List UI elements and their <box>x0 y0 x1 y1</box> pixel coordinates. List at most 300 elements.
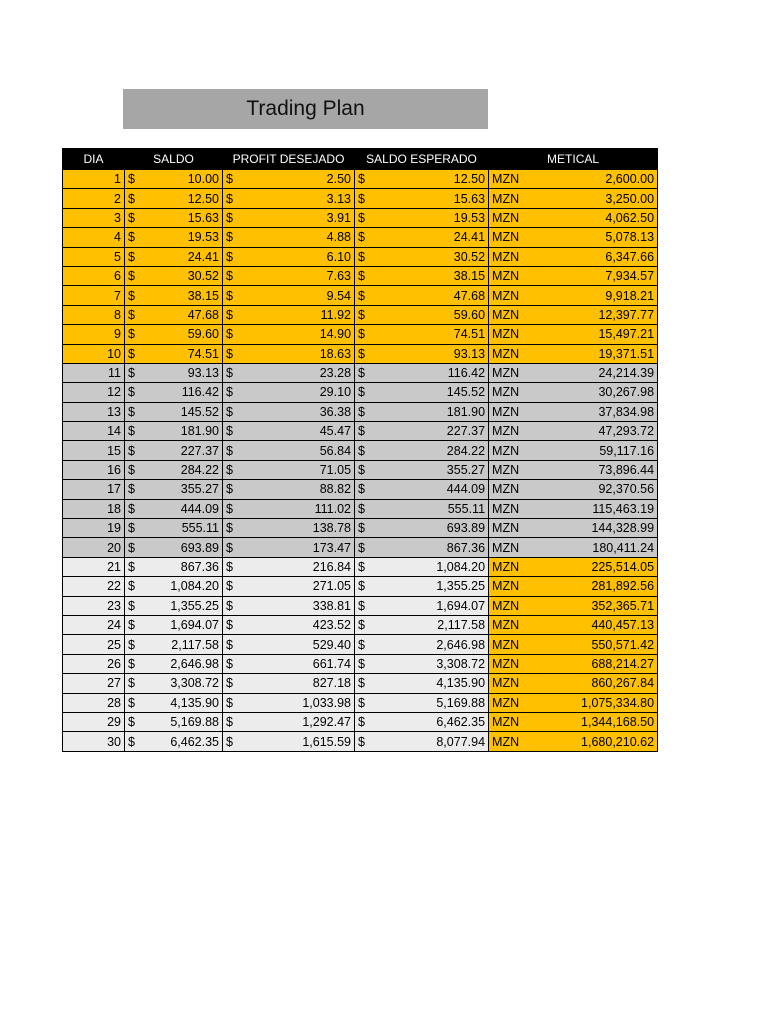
cell-profit-currency: $ <box>223 247 241 266</box>
table-row <box>63 732 658 751</box>
table-row <box>63 674 658 693</box>
header-saldo-esperado: SALDO ESPERADO <box>355 149 489 170</box>
cell-dia: 28 <box>63 693 125 712</box>
cell-metical-code: MZN <box>489 286 521 305</box>
cell-saldo-esperado: 24.41 <box>373 228 489 247</box>
cell-dia: 27 <box>63 674 125 693</box>
cell-saldo-esperado: 5,169.88 <box>373 693 489 712</box>
cell-metical-code: MZN <box>489 577 521 596</box>
cell-esperado-currency: $ <box>355 383 373 402</box>
cell-metical-code: MZN <box>489 519 521 538</box>
cell-profit: 216.84 <box>241 557 355 576</box>
cell-metical: 24,214.39 <box>521 363 658 382</box>
cell-metical: 115,463.19 <box>521 499 658 518</box>
cell-saldo-esperado: 4,135.90 <box>373 674 489 693</box>
cell-dia: 2 <box>63 189 125 208</box>
cell-saldo-currency: $ <box>125 383 143 402</box>
cell-saldo: 4,135.90 <box>143 693 223 712</box>
cell-profit-currency: $ <box>223 577 241 596</box>
cell-saldo: 355.27 <box>143 480 223 499</box>
cell-dia: 16 <box>63 460 125 479</box>
cell-profit-currency: $ <box>223 674 241 693</box>
cell-saldo-esperado: 12.50 <box>373 170 489 189</box>
cell-saldo-esperado: 47.68 <box>373 286 489 305</box>
cell-saldo-currency: $ <box>125 402 143 421</box>
cell-saldo-currency: $ <box>125 247 143 266</box>
cell-saldo: 2,117.58 <box>143 635 223 654</box>
cell-metical-code: MZN <box>489 325 521 344</box>
cell-metical: 440,457.13 <box>521 615 658 634</box>
cell-dia: 29 <box>63 712 125 731</box>
cell-dia: 20 <box>63 538 125 557</box>
cell-saldo-currency: $ <box>125 499 143 518</box>
cell-profit-currency: $ <box>223 615 241 634</box>
cell-metical: 2,600.00 <box>521 170 658 189</box>
cell-profit: 45.47 <box>241 422 355 441</box>
cell-profit-currency: $ <box>223 732 241 751</box>
cell-saldo-currency: $ <box>125 654 143 673</box>
header-metical: METICAL <box>489 149 658 170</box>
table-row <box>63 363 658 382</box>
cell-saldo-currency: $ <box>125 596 143 615</box>
cell-saldo-esperado: 116.42 <box>373 363 489 382</box>
cell-saldo-currency: $ <box>125 557 143 576</box>
cell-saldo-esperado: 355.27 <box>373 460 489 479</box>
sheet-title <box>123 89 488 129</box>
cell-esperado-currency: $ <box>355 596 373 615</box>
table-row <box>63 402 658 421</box>
table-row <box>63 596 658 615</box>
cell-dia: 3 <box>63 208 125 227</box>
cell-profit-currency: $ <box>223 363 241 382</box>
cell-dia: 15 <box>63 441 125 460</box>
cell-metical: 19,371.51 <box>521 344 658 363</box>
cell-metical: 180,411.24 <box>521 538 658 557</box>
table-row <box>63 460 658 479</box>
cell-metical-code: MZN <box>489 654 521 673</box>
cell-dia: 23 <box>63 596 125 615</box>
cell-saldo-currency: $ <box>125 635 143 654</box>
cell-saldo: 3,308.72 <box>143 674 223 693</box>
cell-saldo-currency: $ <box>125 577 143 596</box>
cell-metical-code: MZN <box>489 344 521 363</box>
table-row <box>63 208 658 227</box>
cell-profit: 71.05 <box>241 460 355 479</box>
cell-profit-currency: $ <box>223 712 241 731</box>
cell-saldo-esperado: 30.52 <box>373 247 489 266</box>
cell-metical: 7,934.57 <box>521 266 658 285</box>
table-row <box>63 480 658 499</box>
table-row <box>63 557 658 576</box>
cell-metical: 860,267.84 <box>521 674 658 693</box>
cell-profit-currency: $ <box>223 266 241 285</box>
cell-metical-code: MZN <box>489 557 521 576</box>
cell-saldo: 444.09 <box>143 499 223 518</box>
table-row <box>63 247 658 266</box>
table-row <box>63 266 658 285</box>
cell-saldo-currency: $ <box>125 363 143 382</box>
cell-saldo-esperado: 145.52 <box>373 383 489 402</box>
cell-metical: 3,250.00 <box>521 189 658 208</box>
cell-saldo-currency: $ <box>125 712 143 731</box>
table-row <box>63 228 658 247</box>
cell-profit-currency: $ <box>223 596 241 615</box>
cell-saldo-currency: $ <box>125 208 143 227</box>
cell-profit: 3.13 <box>241 189 355 208</box>
cell-profit-currency: $ <box>223 480 241 499</box>
cell-saldo: 227.37 <box>143 441 223 460</box>
cell-dia: 11 <box>63 363 125 382</box>
cell-saldo-currency: $ <box>125 441 143 460</box>
table-body <box>63 170 658 752</box>
cell-esperado-currency: $ <box>355 208 373 227</box>
table-header-row <box>63 149 658 170</box>
cell-profit-currency: $ <box>223 557 241 576</box>
cell-profit: 271.05 <box>241 577 355 596</box>
cell-profit-currency: $ <box>223 189 241 208</box>
cell-metical-code: MZN <box>489 460 521 479</box>
table-row <box>63 344 658 363</box>
cell-profit: 56.84 <box>241 441 355 460</box>
cell-profit: 1,033.98 <box>241 693 355 712</box>
cell-profit: 18.63 <box>241 344 355 363</box>
cell-profit-currency: $ <box>223 208 241 227</box>
cell-metical: 4,062.50 <box>521 208 658 227</box>
cell-saldo: 30.52 <box>143 266 223 285</box>
cell-dia: 14 <box>63 422 125 441</box>
table-row <box>63 712 658 731</box>
cell-metical: 37,834.98 <box>521 402 658 421</box>
cell-saldo-currency: $ <box>125 519 143 538</box>
cell-metical-code: MZN <box>489 615 521 634</box>
table-row <box>63 654 658 673</box>
cell-dia: 13 <box>63 402 125 421</box>
cell-saldo-currency: $ <box>125 189 143 208</box>
cell-profit-currency: $ <box>223 635 241 654</box>
table-row <box>63 189 658 208</box>
cell-saldo-currency: $ <box>125 266 143 285</box>
cell-esperado-currency: $ <box>355 402 373 421</box>
cell-metical: 1,344,168.50 <box>521 712 658 731</box>
cell-saldo-esperado: 3,308.72 <box>373 654 489 673</box>
cell-saldo-esperado: 555.11 <box>373 499 489 518</box>
cell-esperado-currency: $ <box>355 538 373 557</box>
cell-profit: 9.54 <box>241 286 355 305</box>
cell-esperado-currency: $ <box>355 305 373 324</box>
cell-saldo: 15.63 <box>143 208 223 227</box>
cell-profit: 23.28 <box>241 363 355 382</box>
cell-saldo-currency: $ <box>125 344 143 363</box>
cell-profit-currency: $ <box>223 441 241 460</box>
cell-saldo-currency: $ <box>125 286 143 305</box>
cell-metical-code: MZN <box>489 208 521 227</box>
cell-profit: 827.18 <box>241 674 355 693</box>
cell-metical: 550,571.42 <box>521 635 658 654</box>
cell-saldo: 693.89 <box>143 538 223 557</box>
cell-profit-currency: $ <box>223 383 241 402</box>
table-row <box>63 170 658 189</box>
cell-saldo-currency: $ <box>125 170 143 189</box>
cell-profit: 661.74 <box>241 654 355 673</box>
cell-metical-code: MZN <box>489 674 521 693</box>
cell-dia: 8 <box>63 305 125 324</box>
cell-metical-code: MZN <box>489 170 521 189</box>
table-row <box>63 286 658 305</box>
cell-esperado-currency: $ <box>355 189 373 208</box>
cell-profit-currency: $ <box>223 499 241 518</box>
cell-saldo: 1,084.20 <box>143 577 223 596</box>
cell-saldo: 555.11 <box>143 519 223 538</box>
cell-profit-currency: $ <box>223 228 241 247</box>
cell-saldo-currency: $ <box>125 480 143 499</box>
cell-profit: 111.02 <box>241 499 355 518</box>
cell-esperado-currency: $ <box>355 480 373 499</box>
cell-esperado-currency: $ <box>355 693 373 712</box>
cell-profit: 11.92 <box>241 305 355 324</box>
cell-esperado-currency: $ <box>355 344 373 363</box>
cell-metical-code: MZN <box>489 247 521 266</box>
table-row <box>63 422 658 441</box>
header-saldo: SALDO <box>125 149 223 170</box>
cell-profit-currency: $ <box>223 325 241 344</box>
cell-saldo-esperado: 444.09 <box>373 480 489 499</box>
cell-metical: 59,117.16 <box>521 441 658 460</box>
table-row <box>63 693 658 712</box>
cell-saldo-esperado: 693.89 <box>373 519 489 538</box>
cell-esperado-currency: $ <box>355 460 373 479</box>
cell-dia: 18 <box>63 499 125 518</box>
cell-profit-currency: $ <box>223 693 241 712</box>
cell-saldo: 24.41 <box>143 247 223 266</box>
cell-profit: 2.50 <box>241 170 355 189</box>
cell-profit: 338.81 <box>241 596 355 615</box>
cell-saldo-esperado: 93.13 <box>373 344 489 363</box>
cell-saldo: 38.15 <box>143 286 223 305</box>
cell-metical: 73,896.44 <box>521 460 658 479</box>
table-row <box>63 519 658 538</box>
cell-metical-code: MZN <box>489 402 521 421</box>
trading-plan-table <box>62 148 658 752</box>
cell-profit: 36.38 <box>241 402 355 421</box>
cell-saldo-esperado: 74.51 <box>373 325 489 344</box>
cell-metical-code: MZN <box>489 189 521 208</box>
cell-esperado-currency: $ <box>355 170 373 189</box>
cell-profit: 14.90 <box>241 325 355 344</box>
cell-profit: 7.63 <box>241 266 355 285</box>
cell-metical-code: MZN <box>489 441 521 460</box>
cell-profit: 88.82 <box>241 480 355 499</box>
cell-esperado-currency: $ <box>355 712 373 731</box>
cell-esperado-currency: $ <box>355 325 373 344</box>
cell-profit-currency: $ <box>223 519 241 538</box>
cell-saldo-esperado: 284.22 <box>373 441 489 460</box>
cell-metical: 12,397.77 <box>521 305 658 324</box>
cell-saldo: 5,169.88 <box>143 712 223 731</box>
cell-metical: 92,370.56 <box>521 480 658 499</box>
cell-dia: 25 <box>63 635 125 654</box>
header-profit: PROFIT DESEJADO <box>223 149 355 170</box>
cell-saldo-esperado: 867.36 <box>373 538 489 557</box>
cell-profit-currency: $ <box>223 422 241 441</box>
cell-metical: 30,267.98 <box>521 383 658 402</box>
cell-saldo-currency: $ <box>125 674 143 693</box>
cell-profit-currency: $ <box>223 305 241 324</box>
cell-dia: 30 <box>63 732 125 751</box>
cell-saldo-currency: $ <box>125 615 143 634</box>
cell-saldo-esperado: 15.63 <box>373 189 489 208</box>
cell-esperado-currency: $ <box>355 441 373 460</box>
cell-dia: 7 <box>63 286 125 305</box>
cell-dia: 5 <box>63 247 125 266</box>
cell-profit: 173.47 <box>241 538 355 557</box>
table-row <box>63 577 658 596</box>
cell-metical-code: MZN <box>489 499 521 518</box>
cell-profit: 4.88 <box>241 228 355 247</box>
cell-saldo-currency: $ <box>125 460 143 479</box>
cell-saldo-esperado: 8,077.94 <box>373 732 489 751</box>
cell-saldo: 1,694.07 <box>143 615 223 634</box>
cell-saldo: 1,355.25 <box>143 596 223 615</box>
cell-esperado-currency: $ <box>355 228 373 247</box>
cell-dia: 10 <box>63 344 125 363</box>
cell-profit: 138.78 <box>241 519 355 538</box>
cell-metical-code: MZN <box>489 635 521 654</box>
cell-saldo: 19.53 <box>143 228 223 247</box>
cell-dia: 21 <box>63 557 125 576</box>
cell-saldo: 284.22 <box>143 460 223 479</box>
cell-esperado-currency: $ <box>355 422 373 441</box>
cell-esperado-currency: $ <box>355 635 373 654</box>
cell-metical: 225,514.05 <box>521 557 658 576</box>
cell-metical: 1,680,210.62 <box>521 732 658 751</box>
cell-saldo-esperado: 227.37 <box>373 422 489 441</box>
cell-metical-code: MZN <box>489 305 521 324</box>
cell-dia: 17 <box>63 480 125 499</box>
cell-metical-code: MZN <box>489 383 521 402</box>
cell-profit: 423.52 <box>241 615 355 634</box>
cell-saldo: 12.50 <box>143 189 223 208</box>
cell-esperado-currency: $ <box>355 363 373 382</box>
cell-metical-code: MZN <box>489 596 521 615</box>
cell-profit: 6.10 <box>241 247 355 266</box>
cell-saldo: 93.13 <box>143 363 223 382</box>
cell-saldo-esperado: 2,646.98 <box>373 635 489 654</box>
cell-esperado-currency: $ <box>355 732 373 751</box>
cell-saldo-esperado: 1,694.07 <box>373 596 489 615</box>
table-row <box>63 635 658 654</box>
cell-metical: 281,892.56 <box>521 577 658 596</box>
cell-saldo: 867.36 <box>143 557 223 576</box>
table-row <box>63 499 658 518</box>
cell-metical: 144,328.99 <box>521 519 658 538</box>
cell-metical: 688,214.27 <box>521 654 658 673</box>
cell-saldo: 74.51 <box>143 344 223 363</box>
cell-profit-currency: $ <box>223 460 241 479</box>
cell-saldo: 10.00 <box>143 170 223 189</box>
cell-saldo: 181.90 <box>143 422 223 441</box>
cell-metical: 352,365.71 <box>521 596 658 615</box>
cell-saldo-currency: $ <box>125 693 143 712</box>
cell-esperado-currency: $ <box>355 247 373 266</box>
cell-esperado-currency: $ <box>355 577 373 596</box>
cell-dia: 24 <box>63 615 125 634</box>
cell-profit-currency: $ <box>223 654 241 673</box>
cell-saldo: 6,462.35 <box>143 732 223 751</box>
cell-metical-code: MZN <box>489 538 521 557</box>
cell-dia: 6 <box>63 266 125 285</box>
cell-metical: 15,497.21 <box>521 325 658 344</box>
cell-saldo-esperado: 1,084.20 <box>373 557 489 576</box>
cell-dia: 26 <box>63 654 125 673</box>
table-row <box>63 538 658 557</box>
cell-metical-code: MZN <box>489 422 521 441</box>
cell-profit-currency: $ <box>223 170 241 189</box>
cell-profit-currency: $ <box>223 286 241 305</box>
table-row <box>63 383 658 402</box>
cell-metical-code: MZN <box>489 732 521 751</box>
cell-saldo-currency: $ <box>125 228 143 247</box>
table-row <box>63 441 658 460</box>
cell-metical: 47,293.72 <box>521 422 658 441</box>
cell-esperado-currency: $ <box>355 674 373 693</box>
cell-profit: 1,615.59 <box>241 732 355 751</box>
cell-saldo-esperado: 1,355.25 <box>373 577 489 596</box>
cell-profit-currency: $ <box>223 344 241 363</box>
cell-dia: 22 <box>63 577 125 596</box>
cell-metical-code: MZN <box>489 363 521 382</box>
cell-saldo-currency: $ <box>125 325 143 344</box>
cell-saldo-esperado: 2,117.58 <box>373 615 489 634</box>
cell-dia: 19 <box>63 519 125 538</box>
cell-dia: 1 <box>63 170 125 189</box>
cell-metical-code: MZN <box>489 480 521 499</box>
cell-metical-code: MZN <box>489 712 521 731</box>
table-row <box>63 325 658 344</box>
header-dia: DIA <box>63 149 125 170</box>
cell-saldo: 47.68 <box>143 305 223 324</box>
cell-esperado-currency: $ <box>355 519 373 538</box>
cell-metical: 1,075,334.80 <box>521 693 658 712</box>
table-row <box>63 615 658 634</box>
sheet-title-text: Trading Plan <box>246 97 365 120</box>
cell-profit-currency: $ <box>223 402 241 421</box>
cell-saldo-esperado: 38.15 <box>373 266 489 285</box>
cell-saldo-currency: $ <box>125 422 143 441</box>
cell-profit: 529.40 <box>241 635 355 654</box>
cell-dia: 12 <box>63 383 125 402</box>
cell-profit: 29.10 <box>241 383 355 402</box>
cell-esperado-currency: $ <box>355 499 373 518</box>
cell-profit-currency: $ <box>223 538 241 557</box>
cell-profit: 3.91 <box>241 208 355 227</box>
cell-saldo-currency: $ <box>125 305 143 324</box>
cell-saldo: 59.60 <box>143 325 223 344</box>
cell-metical-code: MZN <box>489 228 521 247</box>
cell-esperado-currency: $ <box>355 557 373 576</box>
cell-esperado-currency: $ <box>355 266 373 285</box>
table-row <box>63 305 658 324</box>
cell-saldo-esperado: 181.90 <box>373 402 489 421</box>
cell-saldo-esperado: 6,462.35 <box>373 712 489 731</box>
cell-saldo: 116.42 <box>143 383 223 402</box>
cell-saldo: 145.52 <box>143 402 223 421</box>
cell-dia: 4 <box>63 228 125 247</box>
cell-saldo-esperado: 59.60 <box>373 305 489 324</box>
cell-saldo-currency: $ <box>125 538 143 557</box>
cell-metical: 5,078.13 <box>521 228 658 247</box>
cell-dia: 9 <box>63 325 125 344</box>
cell-saldo-currency: $ <box>125 732 143 751</box>
